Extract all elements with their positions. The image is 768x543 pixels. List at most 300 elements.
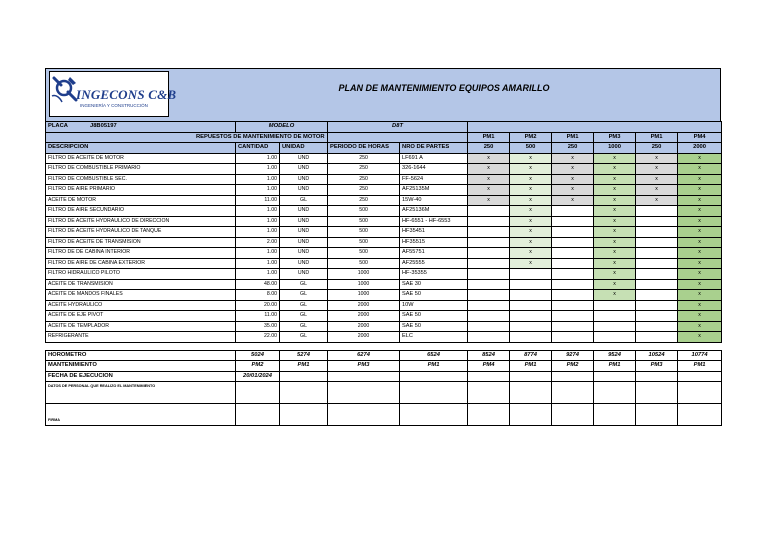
item-unit: GL bbox=[280, 195, 328, 206]
footer-mantenimiento-cell: PM1 bbox=[594, 361, 636, 372]
footer-blank-cell[interactable] bbox=[594, 404, 636, 426]
pm-mark: x bbox=[678, 290, 722, 301]
pm-mark: x bbox=[678, 300, 722, 311]
footer-blank-cell[interactable] bbox=[400, 382, 468, 404]
item-unit: GL bbox=[280, 321, 328, 332]
pm-mark: x bbox=[510, 153, 552, 164]
table-row bbox=[46, 290, 722, 301]
item-period: 1000 bbox=[328, 269, 400, 280]
pm-mark: x bbox=[678, 279, 722, 290]
pm-mark: x bbox=[552, 164, 594, 175]
pm-mark: x bbox=[510, 248, 552, 259]
footer-mantenimiento-cell: PM1 bbox=[400, 361, 468, 372]
placa-row bbox=[46, 122, 722, 133]
pm-mark: x bbox=[510, 164, 552, 175]
item-unit: GL bbox=[280, 290, 328, 301]
item-unit: UND bbox=[280, 269, 328, 280]
pm-mark bbox=[552, 332, 594, 343]
item-quantity: 1.00 bbox=[236, 164, 280, 175]
footer-blank-cell[interactable] bbox=[468, 382, 510, 404]
pm-mark bbox=[594, 332, 636, 343]
item-quantity: 1.00 bbox=[236, 269, 280, 280]
footer-fecha-cell bbox=[468, 371, 510, 382]
table-row bbox=[46, 248, 722, 259]
item-period: 2000 bbox=[328, 300, 400, 311]
pm-name-4: PM3 bbox=[594, 132, 636, 143]
item-period: 500 bbox=[328, 206, 400, 217]
footer-row bbox=[46, 404, 722, 426]
col-unidad: UNIDAD bbox=[280, 143, 328, 154]
pm-mark bbox=[636, 321, 678, 332]
pm-mark: x bbox=[678, 248, 722, 259]
pm-mark: x bbox=[678, 185, 722, 196]
pm-mark bbox=[510, 300, 552, 311]
item-description: FILTRO DE ACEITE HYDRAULICO DE TANQUE bbox=[46, 227, 236, 238]
pm-mark: x bbox=[678, 164, 722, 175]
item-part-number: AF25136M bbox=[400, 206, 468, 217]
horometro-label: HOROMETRO bbox=[46, 350, 236, 361]
pm-mark bbox=[468, 248, 510, 259]
footer-mantenimiento-cell: PM2 bbox=[236, 361, 280, 372]
pm-mark: x bbox=[468, 153, 510, 164]
item-part-number: AF25555 bbox=[400, 258, 468, 269]
item-description: ACEITE DE EJE PIVOT bbox=[46, 311, 236, 322]
pm-mark bbox=[510, 279, 552, 290]
item-description: ACEITE DE MOTOR bbox=[46, 195, 236, 206]
maintenance-table bbox=[45, 121, 722, 426]
item-period: 500 bbox=[328, 227, 400, 238]
item-period: 1000 bbox=[328, 290, 400, 301]
table-row bbox=[46, 237, 722, 248]
item-description: FILTRO DE DE CABINA INTERIOR bbox=[46, 248, 236, 259]
pm-mark bbox=[636, 216, 678, 227]
item-period: 250 bbox=[328, 195, 400, 206]
pm-mark bbox=[594, 311, 636, 322]
table-row bbox=[46, 185, 722, 196]
footer-fecha-cell bbox=[510, 371, 552, 382]
pm-mark bbox=[510, 332, 552, 343]
table-row bbox=[46, 269, 722, 280]
pm-mark: x bbox=[678, 258, 722, 269]
item-unit: UND bbox=[280, 174, 328, 185]
table-row bbox=[46, 311, 722, 322]
pm-mark: x bbox=[594, 290, 636, 301]
pm-mark: x bbox=[510, 185, 552, 196]
item-period: 500 bbox=[328, 216, 400, 227]
footer-blank-cell[interactable] bbox=[510, 382, 552, 404]
footer-blank-cell[interactable] bbox=[468, 404, 510, 426]
item-period: 2000 bbox=[328, 321, 400, 332]
spacer-row bbox=[46, 342, 722, 350]
table-row bbox=[46, 321, 722, 332]
item-part-number: SAE 50 bbox=[400, 321, 468, 332]
footer-mantenimiento-cell: PM2 bbox=[552, 361, 594, 372]
item-quantity: 20.00 bbox=[236, 300, 280, 311]
pm-hours-3: 250 bbox=[552, 143, 594, 154]
pm-mark bbox=[510, 321, 552, 332]
modelo-value: D8T bbox=[328, 122, 468, 133]
title-band bbox=[45, 68, 721, 121]
item-description: FILTRO DE COMBUSTIBLE PRIMARIO bbox=[46, 164, 236, 175]
pm-mark: x bbox=[636, 185, 678, 196]
fecha-label: FECHA DE EJECUCION bbox=[46, 371, 236, 382]
pm-mark: x bbox=[552, 195, 594, 206]
pm-mark: x bbox=[594, 248, 636, 259]
col-nro-partes: NRO DE PARTES bbox=[400, 143, 468, 154]
pm-mark bbox=[468, 279, 510, 290]
pm-mark: x bbox=[678, 174, 722, 185]
pm-mark bbox=[552, 237, 594, 248]
pm-mark bbox=[636, 206, 678, 217]
pm-name-5: PM1 bbox=[636, 132, 678, 143]
item-quantity: 8.00 bbox=[236, 290, 280, 301]
pm-mark bbox=[468, 216, 510, 227]
pm-hours-6: 2000 bbox=[678, 143, 722, 154]
pm-mark: x bbox=[510, 216, 552, 227]
item-part-number: ELC bbox=[400, 332, 468, 343]
pm-mark bbox=[468, 206, 510, 217]
footer-horometro-cell: 8774 bbox=[510, 350, 552, 361]
pm-name-3: PM1 bbox=[552, 132, 594, 143]
item-unit: UND bbox=[280, 153, 328, 164]
footer-row bbox=[46, 382, 722, 404]
item-part-number: FF-5624 bbox=[400, 174, 468, 185]
footer-horometro-cell: 5274 bbox=[280, 350, 328, 361]
pm-mark bbox=[636, 279, 678, 290]
section-row bbox=[46, 132, 722, 143]
pm-mark: x bbox=[594, 174, 636, 185]
footer-mantenimiento-cell: PM3 bbox=[636, 361, 678, 372]
footer-blank-cell[interactable] bbox=[552, 404, 594, 426]
item-part-number: AF25135M bbox=[400, 185, 468, 196]
pm-hours-1: 250 bbox=[468, 143, 510, 154]
footer-fecha-cell bbox=[594, 371, 636, 382]
pm-mark bbox=[636, 227, 678, 238]
item-quantity: 35.00 bbox=[236, 321, 280, 332]
item-part-number: 326-1644 bbox=[400, 164, 468, 175]
pm-mark: x bbox=[510, 258, 552, 269]
item-part-number: 15W-40 bbox=[400, 195, 468, 206]
pm-mark bbox=[636, 332, 678, 343]
item-unit: UND bbox=[280, 248, 328, 259]
footer-mantenimiento-cell: PM1 bbox=[280, 361, 328, 372]
pm-mark: x bbox=[678, 332, 722, 343]
item-part-number: HF-6551 - HF-6553 bbox=[400, 216, 468, 227]
pm-mark bbox=[552, 248, 594, 259]
pm-mark: x bbox=[468, 164, 510, 175]
pm-mark: x bbox=[594, 153, 636, 164]
logo-subtitle: INGENIERÍA Y CONSTRUCCIÓN bbox=[80, 103, 148, 108]
table-row bbox=[46, 332, 722, 343]
pm-hours-5: 250 bbox=[636, 143, 678, 154]
personal-label: DATOS DE PERSONAL QUE REALIZO EL MANTENIMIENTO bbox=[46, 382, 236, 404]
pm-mark bbox=[468, 258, 510, 269]
item-unit: UND bbox=[280, 258, 328, 269]
item-part-number: SAE 30 bbox=[400, 279, 468, 290]
item-description: FILTRO DE ACEITE DE TRANSMISION bbox=[46, 237, 236, 248]
footer-row bbox=[46, 350, 722, 361]
pm-mark bbox=[636, 258, 678, 269]
item-description: ACEITE DE TRANSMISION bbox=[46, 279, 236, 290]
pm-mark bbox=[468, 332, 510, 343]
pm-mark: x bbox=[678, 153, 722, 164]
item-quantity: 1.00 bbox=[236, 227, 280, 238]
item-quantity: 1.00 bbox=[236, 185, 280, 196]
item-unit: UND bbox=[280, 216, 328, 227]
placa-label: PLACA bbox=[48, 123, 68, 130]
item-part-number: HF-35355 bbox=[400, 269, 468, 280]
pm-mark: x bbox=[636, 174, 678, 185]
footer-horometro-cell: 8524 bbox=[468, 350, 510, 361]
item-part-number: HF35515 bbox=[400, 237, 468, 248]
pm-mark bbox=[468, 290, 510, 301]
pm-mark: x bbox=[510, 227, 552, 238]
pm-mark: x bbox=[594, 216, 636, 227]
footer-blank-cell[interactable] bbox=[510, 404, 552, 426]
pm-mark bbox=[636, 248, 678, 259]
item-quantity: 48.00 bbox=[236, 279, 280, 290]
pm-mark: x bbox=[636, 164, 678, 175]
table-row bbox=[46, 279, 722, 290]
item-part-number: LF691 A bbox=[400, 153, 468, 164]
page-title: PLAN DE MANTENIMIENTO EQUIPOS AMARILLO bbox=[338, 83, 550, 93]
pm-name-2: PM2 bbox=[510, 132, 552, 143]
table-row bbox=[46, 227, 722, 238]
pm-mark: x bbox=[678, 216, 722, 227]
item-part-number: AF55751 bbox=[400, 248, 468, 259]
item-quantity: 1.00 bbox=[236, 153, 280, 164]
footer-horometro-cell: 10774 bbox=[678, 350, 722, 361]
footer-fecha-cell bbox=[552, 371, 594, 382]
pm-mark bbox=[468, 269, 510, 280]
footer-mantenimiento-cell: PM1 bbox=[510, 361, 552, 372]
footer-horometro-cell: 10524 bbox=[636, 350, 678, 361]
item-description: ACEITE DE TEMPLADOR bbox=[46, 321, 236, 332]
pm-mark: x bbox=[678, 237, 722, 248]
pm-mark bbox=[468, 237, 510, 248]
item-description: FILTRO DE ACEITE DE MOTOR bbox=[46, 153, 236, 164]
item-quantity: 1.00 bbox=[236, 258, 280, 269]
footer-blank-cell[interactable] bbox=[594, 382, 636, 404]
item-period: 1000 bbox=[328, 279, 400, 290]
col-periodo: PERIODO DE HORAS bbox=[328, 143, 400, 154]
footer-fecha-cell bbox=[280, 371, 328, 382]
footer-fecha-cell bbox=[328, 371, 400, 382]
footer-blank-cell[interactable] bbox=[552, 382, 594, 404]
item-description: FILTRO DE AIRE DE CABINA EXTERIOR bbox=[46, 258, 236, 269]
pm-mark bbox=[468, 311, 510, 322]
table-row bbox=[46, 206, 722, 217]
pm-mark: x bbox=[468, 195, 510, 206]
table-row bbox=[46, 164, 722, 175]
footer-horometro-cell: 6524 bbox=[400, 350, 468, 361]
item-description: FILTRO DE ACEITE HYDRAULICO DE DIRECCION bbox=[46, 216, 236, 227]
pm-mark bbox=[636, 311, 678, 322]
item-quantity: 22.00 bbox=[236, 332, 280, 343]
pm-mark bbox=[552, 206, 594, 217]
pm-mark: x bbox=[594, 258, 636, 269]
footer-mantenimiento-cell: PM3 bbox=[328, 361, 400, 372]
logo-name: INGECONS C&B bbox=[76, 87, 177, 102]
pm-mark bbox=[552, 300, 594, 311]
item-period: 500 bbox=[328, 237, 400, 248]
footer-mantenimiento-cell: PM4 bbox=[468, 361, 510, 372]
pm-mark bbox=[552, 321, 594, 332]
item-description: ACEITE HYDRAULICO bbox=[46, 300, 236, 311]
footer-blank-cell[interactable] bbox=[236, 382, 280, 404]
pm-mark bbox=[552, 258, 594, 269]
pm-mark bbox=[468, 300, 510, 311]
pm-name-6: PM4 bbox=[678, 132, 722, 143]
item-description: REFRIGERANTE bbox=[46, 332, 236, 343]
item-unit: GL bbox=[280, 300, 328, 311]
company-logo bbox=[49, 71, 177, 117]
footer-blank-cell[interactable] bbox=[636, 382, 678, 404]
footer-blank-cell[interactable] bbox=[280, 404, 328, 426]
item-quantity: 1.00 bbox=[236, 248, 280, 259]
footer-blank-cell[interactable] bbox=[280, 382, 328, 404]
pm-hours-2: 500 bbox=[510, 143, 552, 154]
pm-hours-4: 1000 bbox=[594, 143, 636, 154]
table-row bbox=[46, 153, 722, 164]
footer-fecha-cell bbox=[678, 371, 722, 382]
item-quantity: 1.00 bbox=[236, 206, 280, 217]
item-period: 2000 bbox=[328, 332, 400, 343]
pm-mark bbox=[636, 300, 678, 311]
item-period: 250 bbox=[328, 164, 400, 175]
item-unit: UND bbox=[280, 164, 328, 175]
item-description: FILTRO DE AIRE SECUNDARIO bbox=[46, 206, 236, 217]
table-row bbox=[46, 216, 722, 227]
modelo-label: MODELO bbox=[236, 122, 328, 133]
item-quantity: 1.00 bbox=[236, 216, 280, 227]
pm-mark: x bbox=[594, 279, 636, 290]
item-unit: GL bbox=[280, 279, 328, 290]
item-period: 250 bbox=[328, 174, 400, 185]
item-part-number: 10W bbox=[400, 300, 468, 311]
pm-mark bbox=[552, 311, 594, 322]
maintenance-sheet bbox=[45, 68, 721, 426]
col-descripcion: DESCRIPCION bbox=[46, 143, 236, 154]
footer-mantenimiento-cell: PM1 bbox=[678, 361, 722, 372]
pm-mark: x bbox=[636, 153, 678, 164]
column-header-row bbox=[46, 143, 722, 154]
item-description: FILTRO HIDRAULICO PILOTO bbox=[46, 269, 236, 280]
footer-blank-cell[interactable] bbox=[678, 382, 722, 404]
item-period: 2000 bbox=[328, 311, 400, 322]
pm-mark bbox=[552, 269, 594, 280]
item-unit: UND bbox=[280, 227, 328, 238]
pm-mark: x bbox=[594, 195, 636, 206]
pm-mark: x bbox=[552, 185, 594, 196]
table-row bbox=[46, 174, 722, 185]
pm-mark bbox=[594, 321, 636, 332]
item-description: FILTRO DE COMBUSTIBLE SEC. bbox=[46, 174, 236, 185]
footer-blank-cell[interactable] bbox=[678, 404, 722, 426]
footer-blank-cell[interactable] bbox=[328, 404, 400, 426]
mantenimiento-label: MANTENIMIENTO bbox=[46, 361, 236, 372]
footer-blank-cell[interactable] bbox=[400, 404, 468, 426]
firma-label: FIRMA bbox=[46, 404, 236, 426]
item-period: 250 bbox=[328, 153, 400, 164]
pm-mark bbox=[510, 290, 552, 301]
pm-mark bbox=[468, 227, 510, 238]
pm-mark: x bbox=[678, 206, 722, 217]
item-unit: GL bbox=[280, 332, 328, 343]
pm-mark: x bbox=[636, 195, 678, 206]
pm-name-1: PM1 bbox=[468, 132, 510, 143]
pm-mark: x bbox=[510, 206, 552, 217]
item-period: 250 bbox=[328, 185, 400, 196]
pm-mark: x bbox=[678, 227, 722, 238]
section-title: REPUESTOS DE MANTENIMIENTO DE MOTOR bbox=[46, 132, 328, 143]
footer-fecha-cell bbox=[636, 371, 678, 382]
item-quantity: 2.00 bbox=[236, 237, 280, 248]
pm-mark: x bbox=[594, 185, 636, 196]
blank-header bbox=[468, 122, 722, 133]
footer-blank-cell[interactable] bbox=[236, 404, 280, 426]
footer-row bbox=[46, 361, 722, 372]
pm-mark: x bbox=[594, 206, 636, 217]
item-quantity: 1.00 bbox=[236, 174, 280, 185]
item-unit: UND bbox=[280, 237, 328, 248]
footer-fecha-cell bbox=[400, 371, 468, 382]
pm-mark: x bbox=[678, 321, 722, 332]
pm-mark: x bbox=[510, 237, 552, 248]
item-description: FILTRO DE AIRE PRIMARIO bbox=[46, 185, 236, 196]
pm-mark: x bbox=[468, 174, 510, 185]
item-part-number: SAE 50 bbox=[400, 290, 468, 301]
pm-mark bbox=[552, 279, 594, 290]
pm-mark: x bbox=[510, 195, 552, 206]
pm-mark: x bbox=[594, 237, 636, 248]
pm-mark bbox=[594, 300, 636, 311]
pm-mark bbox=[510, 311, 552, 322]
col-cantidad: CANTIDAD bbox=[236, 143, 280, 154]
item-unit: UND bbox=[280, 206, 328, 217]
footer-blank-cell[interactable] bbox=[636, 404, 678, 426]
pm-mark: x bbox=[468, 185, 510, 196]
footer-blank-cell[interactable] bbox=[328, 382, 400, 404]
footer-row bbox=[46, 371, 722, 382]
placa-value: J8B05197 bbox=[89, 123, 117, 130]
pm-mark bbox=[636, 290, 678, 301]
pm-mark: x bbox=[510, 174, 552, 185]
table-row bbox=[46, 195, 722, 206]
pm-mark bbox=[552, 216, 594, 227]
pm-mark: x bbox=[678, 269, 722, 280]
pm-mark: x bbox=[594, 227, 636, 238]
pm-mark: x bbox=[594, 269, 636, 280]
item-quantity: 11.00 bbox=[236, 311, 280, 322]
pm-mark bbox=[510, 269, 552, 280]
pm-mark bbox=[552, 227, 594, 238]
pm-mark: x bbox=[678, 311, 722, 322]
item-unit: GL bbox=[280, 311, 328, 322]
item-quantity: 11.00 bbox=[236, 195, 280, 206]
footer-horometro-cell: 6274 bbox=[328, 350, 400, 361]
item-unit: UND bbox=[280, 185, 328, 196]
item-part-number: SAE 50 bbox=[400, 311, 468, 322]
item-part-number: HF35451 bbox=[400, 227, 468, 238]
item-period: 500 bbox=[328, 258, 400, 269]
section-blank bbox=[328, 132, 468, 143]
pm-mark bbox=[636, 269, 678, 280]
pm-mark: x bbox=[678, 195, 722, 206]
pm-mark: x bbox=[552, 174, 594, 185]
table-row bbox=[46, 258, 722, 269]
pm-mark bbox=[552, 290, 594, 301]
